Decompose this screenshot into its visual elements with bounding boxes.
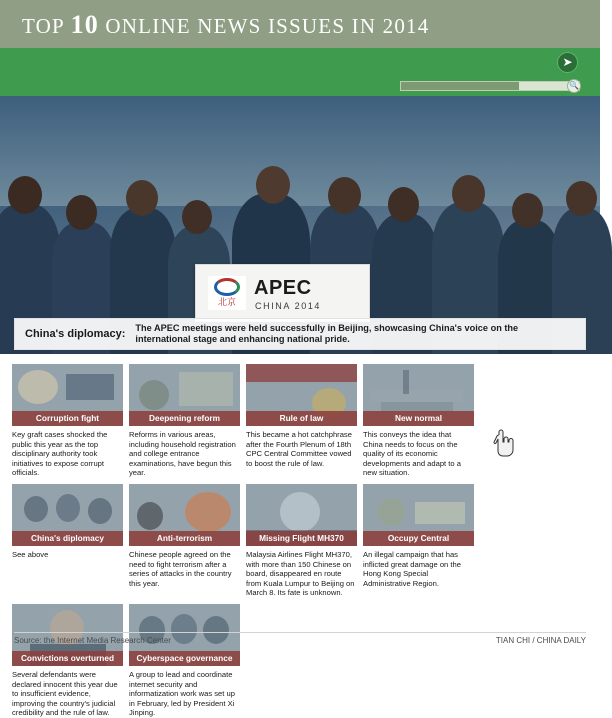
card-deepening-reform[interactable] xyxy=(129,364,240,478)
hero-photo xyxy=(0,96,600,354)
card-description: This became a hot catchphrase after the Fourth Plenum of 18th CPC Central Committee vowed to boost the rule of law. xyxy=(246,430,352,468)
apec-sign-subtitle: CHINA 2014 xyxy=(255,301,322,311)
card-new-normal[interactable] xyxy=(363,364,474,478)
card-thumbnail[interactable] xyxy=(363,364,474,426)
magnifier-icon[interactable]: 🔍 xyxy=(567,79,581,93)
apec-logo-cn: 北京 xyxy=(217,297,236,307)
card-description: A group to lead and coordinate internet security and informatization work was set up in February, led by President Xi Jinping. xyxy=(129,669,235,718)
footer-divider xyxy=(14,632,586,633)
card-thumbnail[interactable] xyxy=(129,484,240,546)
green-toolbar xyxy=(0,48,600,96)
card-ribbon-label: Occupy Central xyxy=(363,531,474,546)
card-thumbnail[interactable] xyxy=(246,484,357,546)
card-description: Key graft cases shocked the public this year as the top disciplinary authority took initiatives to expose corrupt officials. xyxy=(12,430,108,478)
card-anti-terrorism[interactable] xyxy=(129,484,240,598)
apec-logo-icon xyxy=(208,276,246,310)
card-chinas-diplomacy[interactable] xyxy=(12,484,123,598)
card-occupy-central[interactable] xyxy=(363,484,474,598)
card-corruption-fight[interactable] xyxy=(12,364,123,478)
scrollbar-thumb[interactable] xyxy=(401,82,519,90)
card-description: An illegal campaign that has inflicted great damage on the Hong Kong Special Administrative Region. xyxy=(363,549,461,588)
card-description: Malaysia Airlines Flight MH370, with more than 150 Chinese on board, disappeared en route from Kuala Lumpur to Beijing on March 8. Its fate is unknown. xyxy=(246,549,355,598)
card-description: Several defendants were declared innocent this year due to insufficient evidence, improving the country's judicial credibility and the rule of law. xyxy=(12,669,118,718)
card-ribbon-label: Anti-terrorism xyxy=(129,531,240,546)
page-title-post: ONLINE NEWS ISSUES IN 2014 xyxy=(98,14,430,38)
apec-sign xyxy=(195,264,370,322)
card-ribbon-label: Rule of law xyxy=(246,411,357,426)
card-thumbnail[interactable] xyxy=(12,364,123,426)
page-title-pre: TOP xyxy=(22,14,71,38)
card-thumbnail[interactable] xyxy=(363,484,474,546)
mouse-cursor-hand-icon xyxy=(492,430,514,456)
card-thumbnail[interactable] xyxy=(246,364,357,426)
card-thumbnail[interactable] xyxy=(129,364,240,426)
footer xyxy=(0,636,600,645)
hero-caption-label: China's diplomacy: xyxy=(25,328,126,340)
card-ribbon-label: Cyberspace governance xyxy=(129,651,240,666)
header-bar xyxy=(0,0,600,48)
credit-text: TIAN CHI / CHINA DAILY xyxy=(495,636,586,645)
card-ribbon-label: Convictions overturned xyxy=(12,651,123,666)
card-thumbnail[interactable] xyxy=(129,604,240,666)
card-ribbon-label: Deepening reform xyxy=(129,411,240,426)
apec-sign-title: APEC xyxy=(254,277,312,299)
card-description: See above xyxy=(12,549,49,559)
page-title-number: 10 xyxy=(70,10,99,39)
card-ribbon-label: New normal xyxy=(363,411,474,426)
hero-caption xyxy=(14,318,586,350)
card-rule-of-law[interactable] xyxy=(246,364,357,478)
card-thumbnail[interactable] xyxy=(12,604,123,666)
card-ribbon-label: China's diplomacy xyxy=(12,531,123,546)
card-ribbon-label: Corruption fight xyxy=(12,411,123,426)
issues-grid xyxy=(12,364,588,718)
card-description: This conveys the idea that China needs to focus on the quality of its economic developments and adapt to a new situation. xyxy=(363,430,461,478)
hero-caption-text: The APEC meetings were held successfully in Beijing, showcasing China's voice on the international stage and enhancing national pride. xyxy=(135,322,519,344)
card-cyberspace-governance[interactable] xyxy=(129,604,240,718)
card-description: Chinese people agreed on the need to fight terrorism after a series of attacks in the country this year. xyxy=(129,549,232,588)
card-thumbnail[interactable] xyxy=(12,484,123,546)
arrow-right-icon[interactable]: ➤ xyxy=(557,52,578,73)
card-missing-flight-mh370[interactable] xyxy=(246,484,357,598)
card-ribbon-label: Missing Flight MH370 xyxy=(246,531,357,546)
page-title xyxy=(22,10,429,40)
card-description: Reforms in various areas, including household registration and college entrance examinations, have begun this year. xyxy=(129,430,236,478)
card-convictions-overturned[interactable] xyxy=(12,604,123,718)
horizontal-scrollbar[interactable] xyxy=(400,81,580,91)
source-text: Source: the Internet Media Research Center xyxy=(14,636,171,645)
